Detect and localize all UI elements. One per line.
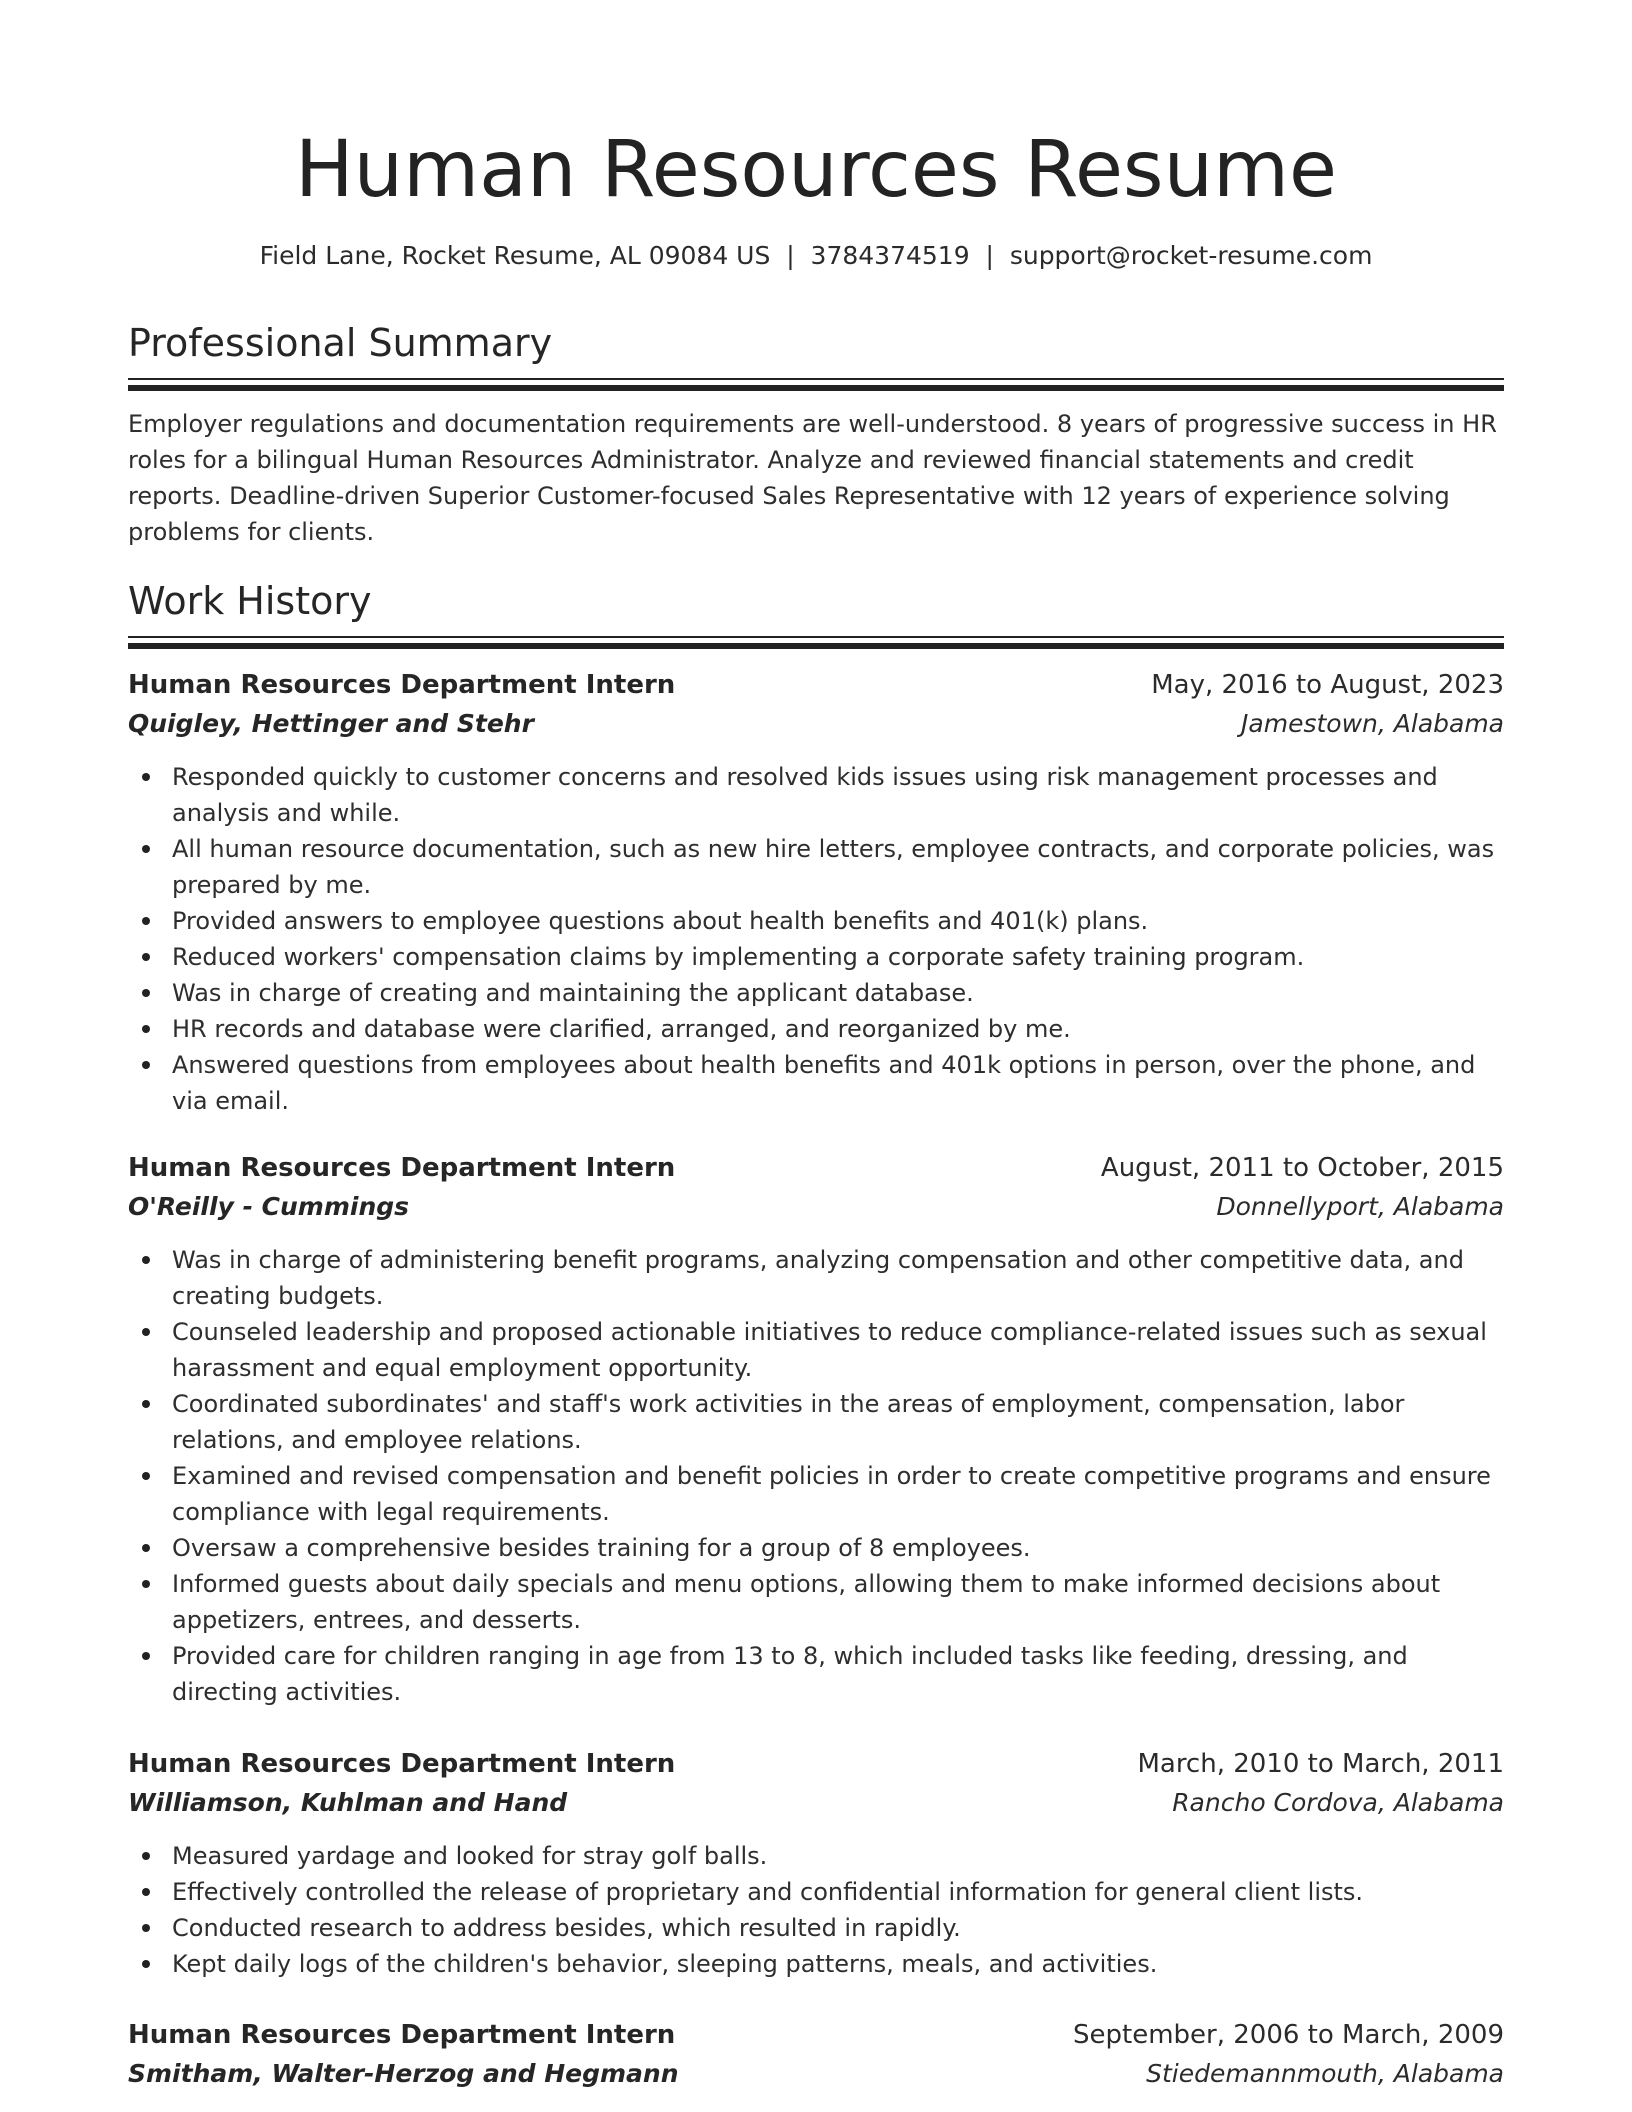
job-title: Human Resources Department Intern (128, 1749, 676, 1779)
summary-divider (128, 378, 1504, 393)
job-entry (128, 2016, 1504, 2094)
job-title: Human Resources Department Intern (128, 1153, 676, 1183)
job-dates: May, 2016 to August, 2023 (1151, 670, 1504, 700)
job-header-row (128, 1745, 1504, 1784)
list-item: HR records and database were clarified, arranged, and reorganized by me. (128, 1011, 1504, 1047)
list-item: Conducted research to address besides, which resulted in rapidly. (128, 1910, 1504, 1946)
job-header-row (128, 2016, 1504, 2055)
list-item: Reduced workers' compensation claims by implementing a corporate safety training program. (128, 939, 1504, 975)
list-item: Examined and revised compensation and benefit policies in order to create competitive programs and ensure compliance with legal requirements. (128, 1458, 1504, 1530)
summary-heading: Professional Summary (128, 321, 553, 365)
list-item: Was in charge of creating and maintaining the applicant database. (128, 975, 1504, 1011)
job-header-row (128, 1149, 1504, 1188)
list-item: Effectively controlled the release of proprietary and confidential information for general client lists. (128, 1874, 1504, 1910)
job-location: Jamestown, Alabama (1241, 709, 1504, 738)
job-dates: August, 2011 to October, 2015 (1100, 1153, 1504, 1183)
job-company-row (128, 705, 1504, 744)
work-history-heading: Work History (128, 579, 372, 623)
job-company-row (128, 1784, 1504, 1823)
list-item: Answered questions from employees about health benefits and 401k options in person, over the phone, and via email. (128, 1047, 1504, 1119)
job-bullets (128, 759, 1504, 1119)
job-bullets (128, 1242, 1504, 1710)
job-entry (128, 1745, 1504, 1982)
job-dates: March, 2010 to March, 2011 (1137, 1749, 1504, 1779)
job-bullets (128, 1838, 1504, 1982)
job-company-row (128, 1188, 1504, 1227)
summary-text: Employer regulations and documentation requirements are well-understood. 8 years of progressive success in HR roles for a bilingual Human Resources Administrator. Analyze and reviewed financial statements and credit reports. Deadline-driven Superior Customer-focused Sales Representative with 12 years of experience solving problems for clients. (128, 410, 1497, 546)
list-item: Was in charge of administering benefit programs, analyzing compensation and other competitive data, and creating budgets. (128, 1242, 1504, 1314)
job-company-row (128, 2055, 1504, 2094)
job-entry (128, 1149, 1504, 1710)
list-item: Measured yardage and looked for stray golf balls. (128, 1838, 1504, 1874)
job-company: Williamson, Kuhlman and Hand (128, 1788, 568, 1817)
job-location: Rancho Cordova, Alabama (1172, 1788, 1504, 1817)
list-item: Coordinated subordinates' and staff's work activities in the areas of employment, compensation, labor relations, and employee relations. (128, 1386, 1504, 1458)
job-company: Smitham, Walter-Herzog and Hegmann (128, 2059, 679, 2088)
list-item: All human resource documentation, such as new hire letters, employee contracts, and corporate policies, was prepared by me. (128, 831, 1504, 903)
work-history-divider (128, 636, 1504, 651)
job-location: Stiedemannmouth, Alabama (1146, 2059, 1504, 2088)
list-item: Informed guests about daily specials and menu options, allowing them to make informed decisions about appetizers, entrees, and desserts. (128, 1566, 1504, 1638)
job-title: Human Resources Department Intern (128, 2020, 676, 2050)
job-header-row (128, 666, 1504, 705)
job-company: O'Reilly - Cummings (128, 1192, 410, 1221)
list-item: Oversaw a comprehensive besides training for a group of 8 employees. (128, 1530, 1504, 1566)
contact-line: Field Lane, Rocket Resume, AL 09084 US | 3784374519 | support@rocket-resume.com (259, 241, 1373, 270)
list-item: Provided answers to employee questions about health benefits and 401(k) plans. (128, 903, 1504, 939)
job-entry (128, 666, 1504, 1119)
job-company: Quigley, Hettinger and Stehr (128, 709, 534, 738)
list-item: Provided care for children ranging in age from 13 to 8, which included tasks like feeding, dressing, and directing activities. (128, 1638, 1504, 1710)
resume-title: Human Resources Resume (295, 125, 1337, 215)
list-item: Responded quickly to customer concerns and resolved kids issues using risk management processes and analysis and while. (128, 759, 1504, 831)
job-dates: September, 2006 to March, 2009 (1073, 2020, 1504, 2050)
list-item: Kept daily logs of the children's behavior, sleeping patterns, meals, and activities. (128, 1946, 1504, 1982)
job-location: Donnellyport, Alabama (1216, 1192, 1504, 1221)
list-item: Counseled leadership and proposed actionable initiatives to reduce compliance-related issues such as sexual harassment and equal employment opportunity. (128, 1314, 1504, 1386)
job-title: Human Resources Department Intern (128, 670, 676, 700)
